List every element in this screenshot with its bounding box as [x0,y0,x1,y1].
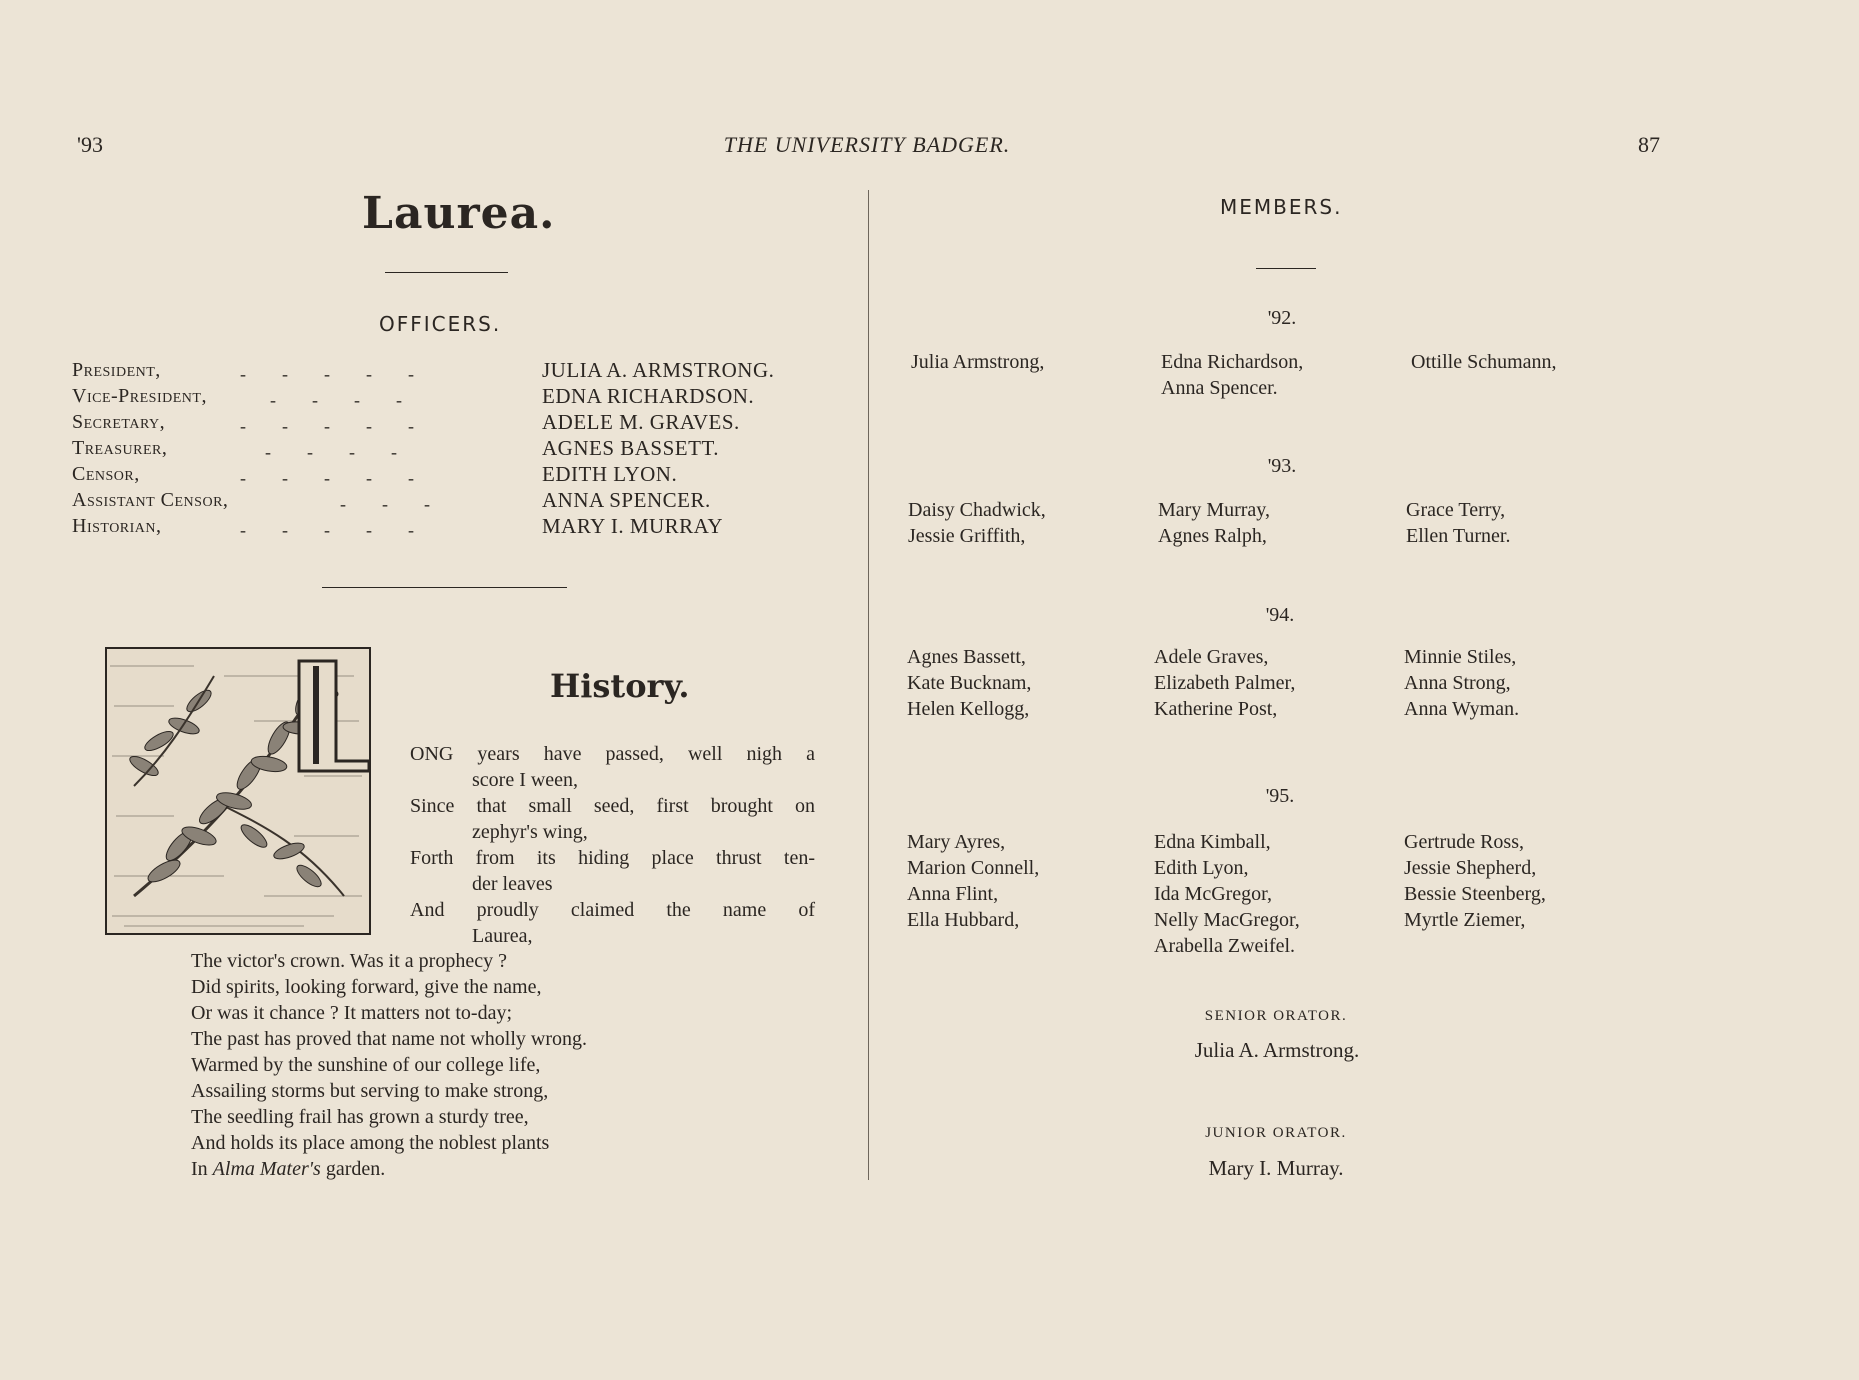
member-name: Agnes Bassett, [907,646,1026,668]
member-name: Jessie Shepherd, [1404,857,1537,879]
class-year-95: '95. [1265,785,1295,807]
header-title: THE UNIVERSITY BADGER. [723,132,1011,157]
officers-heading: OFFICERS. [379,312,502,336]
officer-title: Censor, [72,463,140,485]
officer-row [72,357,842,383]
member-name: Jessie Griffith, [908,525,1026,547]
officer-title: Secretary, [72,411,166,433]
member-name: Anna Wyman. [1404,698,1520,720]
senior-orator-heading: SENIOR ORATOR. [1204,1008,1348,1024]
member-name: Edna Richardson, [1161,351,1304,373]
poem-indented-block [410,741,815,949]
officer-name: MARY I. MURRAY [542,514,724,538]
poem-line: Did spirits, looking forward, give the name, [191,976,542,998]
page-number: 87 [1638,132,1660,157]
member-name: Daisy Chadwick, [908,499,1046,521]
poem-line: zephyr's wing, [472,821,588,843]
member-name: Edna Kimball, [1154,831,1271,853]
officer-name: EDNA RICHARDSON. [542,384,755,408]
member-name: Ottille Schumann, [1411,351,1557,373]
member-name: Anna Strong, [1404,672,1511,694]
members-94-col2 [1154,644,1374,722]
members-94-col3 [1404,644,1624,722]
officer-title: Treasurer, [72,437,168,459]
poem-line: Warmed by the sunshine of our college life, [191,1054,541,1076]
members-95-col1 [907,829,1127,933]
leader-dashes: - - - - - - - - - - - - - - - - - - - - - - - - - - - - - - - [240,364,430,540]
class-year-93: '93. [1267,455,1297,477]
officer-name: AGNES BASSETT. [542,436,719,460]
junior-orator-name: Mary I. Murray. [1208,1156,1344,1180]
officer-row [72,487,842,513]
member-name: Adele Graves, [1154,646,1269,668]
history-title: History. [550,667,690,705]
poem-line: Since that small seed, first brought on [410,795,815,817]
decorated-initial [104,646,372,936]
poem-last-line [191,1156,811,1182]
members-93-col2 [1158,497,1378,549]
member-name: Ella Hubbard, [907,909,1020,931]
members-94-col1 [907,644,1127,722]
member-name: Marion Connell, [907,857,1040,879]
officer-row [72,513,842,539]
poem-line: score I ween, [472,769,579,791]
poem-line: Laurea, [472,925,533,947]
officers-list [72,357,842,539]
officer-name: ADELE M. GRAVES. [542,410,740,434]
officer-row [72,383,842,409]
members-92-col3 [1411,349,1631,375]
column-divider [868,190,869,1180]
poem-last-prefix: In [191,1158,213,1180]
officer-row [72,435,842,461]
class-year-94: '94. [1265,604,1295,626]
poem-line: Or was it chance ? It matters not to-day; [191,1002,512,1024]
section-rule [322,587,567,588]
members-92-col2 [1161,349,1381,401]
member-name: Katherine Post, [1154,698,1278,720]
officer-title: Assistant Censor, [72,489,229,511]
member-name: Gertrude Ross, [1404,831,1524,853]
officer-name: EDITH LYON. [542,462,678,486]
member-name: Anna Spencer. [1161,377,1278,399]
poem-line: der leaves [472,873,553,895]
member-name: Helen Kellogg, [907,698,1030,720]
member-name: Elizabeth Palmer, [1154,672,1296,694]
officer-title: Vice-President, [72,385,207,407]
member-name: Julia Armstrong, [911,351,1045,373]
members-95-col2 [1154,829,1374,959]
poem-line: Forth from its hiding place thrust ten- [410,847,815,869]
poem-line: The seedling frail has grown a sturdy tree, [191,1106,529,1128]
members-93-col3 [1406,497,1626,549]
poem-last-suffix: garden. [320,1158,386,1180]
member-name: Mary Murray, [1158,499,1271,521]
poem-line: And holds its place among the noblest plants [191,1132,550,1154]
member-name: Ida McGregor, [1154,883,1273,905]
member-name: Ellen Turner. [1406,525,1511,547]
members-rule [1256,268,1316,269]
title-rule [385,272,508,273]
member-name: Minnie Stiles, [1404,646,1517,668]
poem-line: The victor's crown. Was it a prophecy ? [191,950,507,972]
members-heading: MEMBERS. [1220,195,1343,219]
member-name: Grace Terry, [1406,499,1506,521]
section-title: Laurea. [362,188,556,239]
member-name: Myrtle Ziemer, [1404,909,1526,931]
member-name: Agnes Ralph, [1158,525,1267,547]
poem-italic-phrase: Alma Mater's [212,1158,321,1180]
officer-title: Historian, [72,515,162,537]
member-name: Kate Bucknam, [907,672,1032,694]
members-93-col1 [908,497,1128,549]
members-92-col1 [911,349,1131,375]
poem-full-block [191,948,811,1182]
member-name: Nelly MacGregor, [1154,909,1300,931]
poem-line: The past has proved that name not wholly wrong. [191,1028,588,1050]
members-95-col3 [1404,829,1624,933]
poem-line: And proudly claimed the name of [410,899,815,921]
header-year: '93 [77,132,103,157]
poem-line: ONG years have passed, well nigh a [410,743,815,765]
junior-orator-heading: JUNIOR ORATOR. [1205,1125,1347,1141]
class-year-92: '92. [1267,307,1297,329]
member-name: Edith Lyon, [1154,857,1249,879]
officer-row [72,461,842,487]
fern-initial-illustration [104,646,372,936]
officer-title: President, [72,359,161,381]
officer-name: ANNA SPENCER. [542,488,711,512]
member-name: Anna Flint, [907,883,999,905]
senior-orator-name: Julia A. Armstrong. [1194,1038,1360,1062]
officer-row [72,409,842,435]
poem-line: Assailing storms but serving to make strong, [191,1080,549,1102]
officer-name: JULIA A. ARMSTRONG. [542,358,775,382]
member-name: Mary Ayres, [907,831,1006,853]
member-name: Arabella Zweifel. [1154,935,1296,957]
member-name: Bessie Steenberg, [1404,883,1546,905]
